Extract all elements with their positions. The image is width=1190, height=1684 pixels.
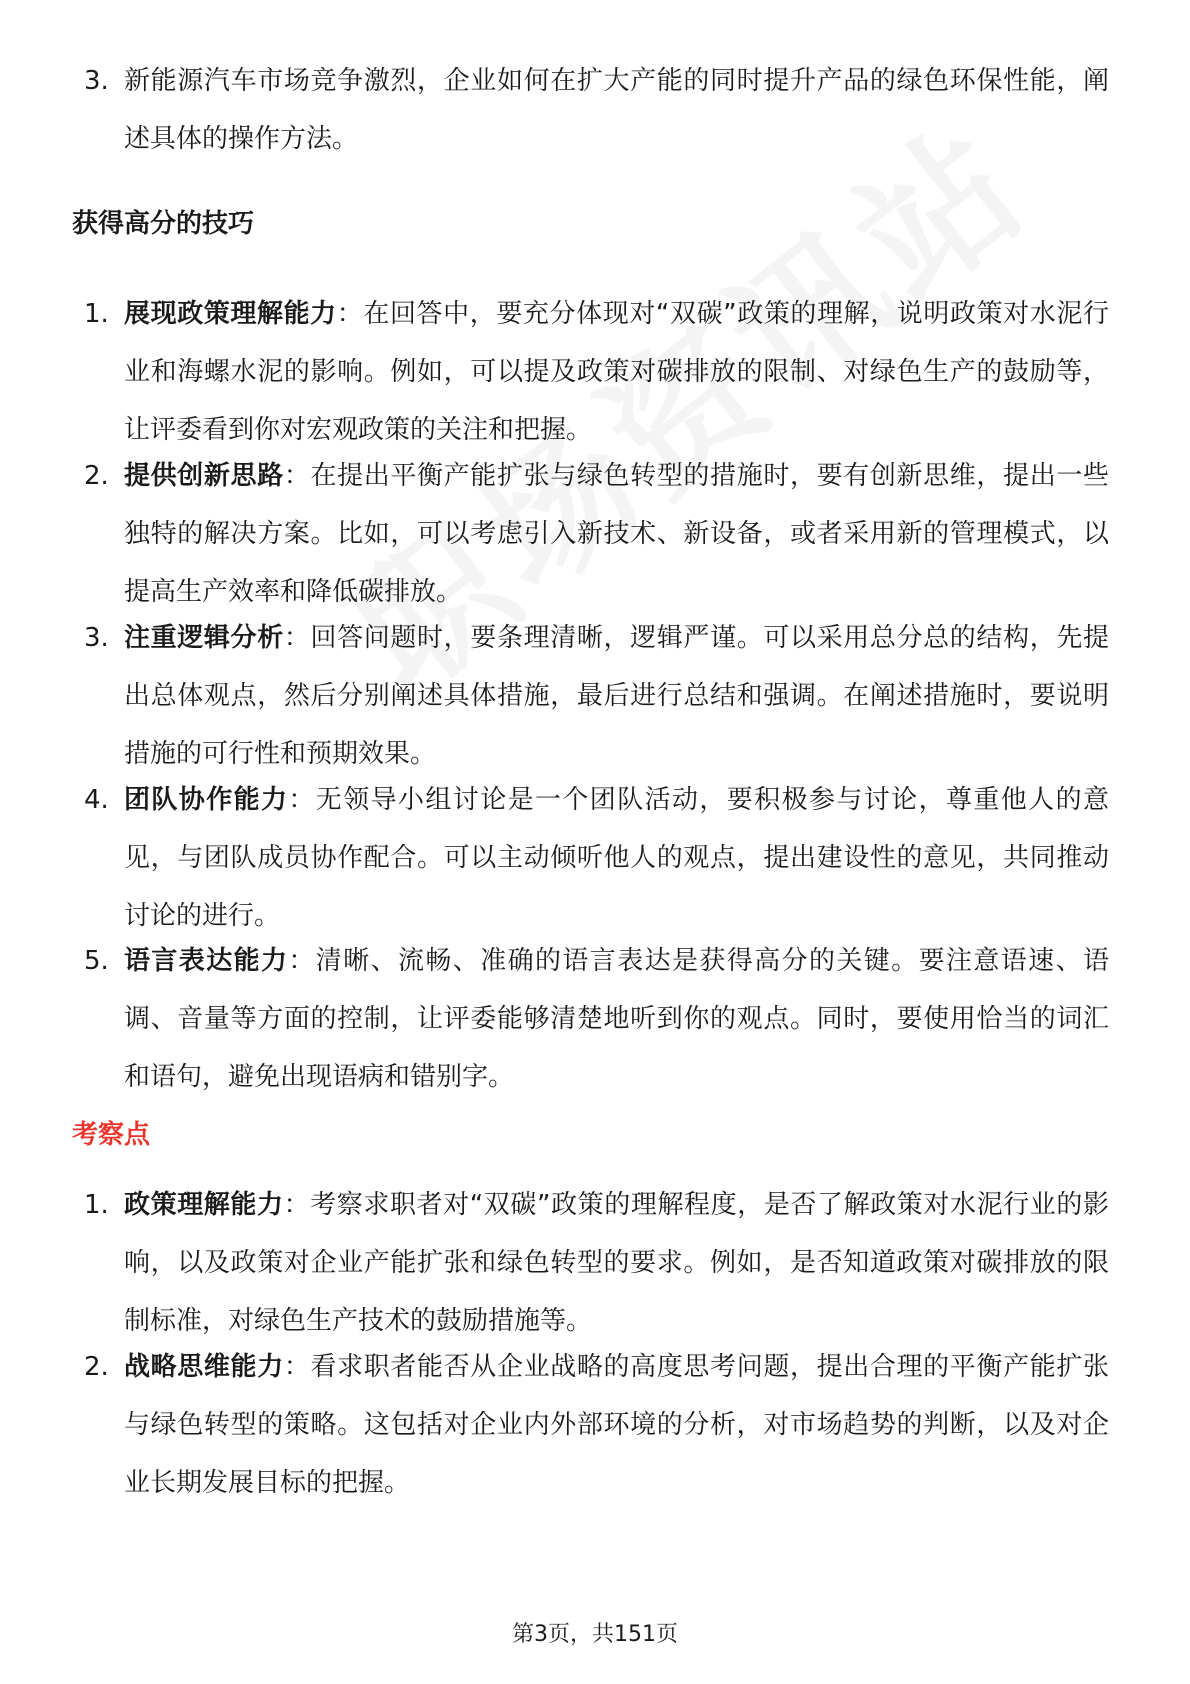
list-item-text <box>124 285 1109 459</box>
list-item-number: 2. <box>84 1352 109 1382</box>
list-item-title: 注重逻辑分析 <box>124 623 284 653</box>
list-item-number: 1. <box>84 1190 109 1220</box>
list-item-title: 展现政策理解能力 <box>124 299 337 329</box>
list-item-title: 团队协作能力 <box>124 785 289 815</box>
list-item-title: 战略思维能力 <box>124 1352 284 1382</box>
list-item-body: ：看求职者能否从企业战略的高度思考问题，提出合理的平衡产能扩张与绿色转型的策略。这包括对企业内外部环境的分析，对市场趋势的判断，以及对企业长期发展目标的把握。 <box>124 1352 1109 1498</box>
list-item-text: 新能源汽车市场竞争激烈，企业如何在扩大产能的同时提升产品的绿色环保性能，阐述具体的操作方法。 <box>124 66 1109 154</box>
list-item-body: ：无领导小组讨论是一个团队活动，要积极参与讨论，尊重他人的意见，与团队成员协作配合。可以主动倾听他人的观点，提出建设性的意见，共同推动讨论的进行。 <box>124 785 1109 931</box>
page-footer: 第3页，共151页 <box>512 1622 678 1647</box>
list-item-number: 3. <box>84 66 109 96</box>
list-item-text <box>124 932 1109 1106</box>
list-item-number: 3. <box>84 623 109 653</box>
list-item-text <box>124 609 1109 783</box>
list-item-number: 5. <box>84 946 109 976</box>
list-item-body: ：在提出平衡产能扩张与绿色转型的措施时，要有创新思维，提出一些独特的解决方案。比如，可以考虑引入新技术、新设备，或者采用新的管理模式，以提高生产效率和降低碳排放。 <box>124 461 1109 607</box>
section-heading-points: 考察点 <box>72 1120 151 1150</box>
list-item-body: ：考察求职者对“双碳”政策的理解程度，是否了解政策对水泥行业的影响，以及政策对企业产能扩张和绿色转型的要求。例如，是否知道政策对碳排放的限制标准，对绿色生产技术的鼓励措施等。 <box>124 1190 1109 1336</box>
list-item-number: 4. <box>84 785 109 815</box>
list-item-number: 1. <box>84 299 109 329</box>
list-item-title: 语言表达能力 <box>124 946 289 976</box>
list-item-text <box>124 1338 1109 1512</box>
list-item-text <box>124 771 1109 945</box>
list-item-number: 2. <box>84 461 109 491</box>
list-item-text <box>124 1176 1109 1350</box>
list-item-text <box>124 447 1109 621</box>
list-item-body: ：回答问题时，要条理清晰，逻辑严谨。可以采用总分总的结构，先提出总体观点，然后分别阐述具体措施，最后进行总结和强调。在阐述措施时，要说明措施的可行性和预期效果。 <box>124 623 1109 769</box>
list-item-title: 提供创新思路 <box>124 461 284 491</box>
list-item-title: 政策理解能力 <box>124 1190 284 1220</box>
section-heading-tips: 获得高分的技巧 <box>72 209 255 239</box>
list-item-body: ：清晰、流畅、准确的语言表达是获得高分的关键。要注意语速、语调、音量等方面的控制，让评委能够清楚地听到你的观点。同时，要使用恰当的词汇和语句，避免出现语病和错别字。 <box>124 946 1109 1092</box>
list-item-body: ：在回答中，要充分体现对“双碳”政策的理解，说明政策对水泥行业和海螺水泥的影响。例如，可以提及政策对碳排放的限制、对绿色生产的鼓励等，让评委看到你对宏观政策的关注和把握。 <box>124 299 1109 445</box>
